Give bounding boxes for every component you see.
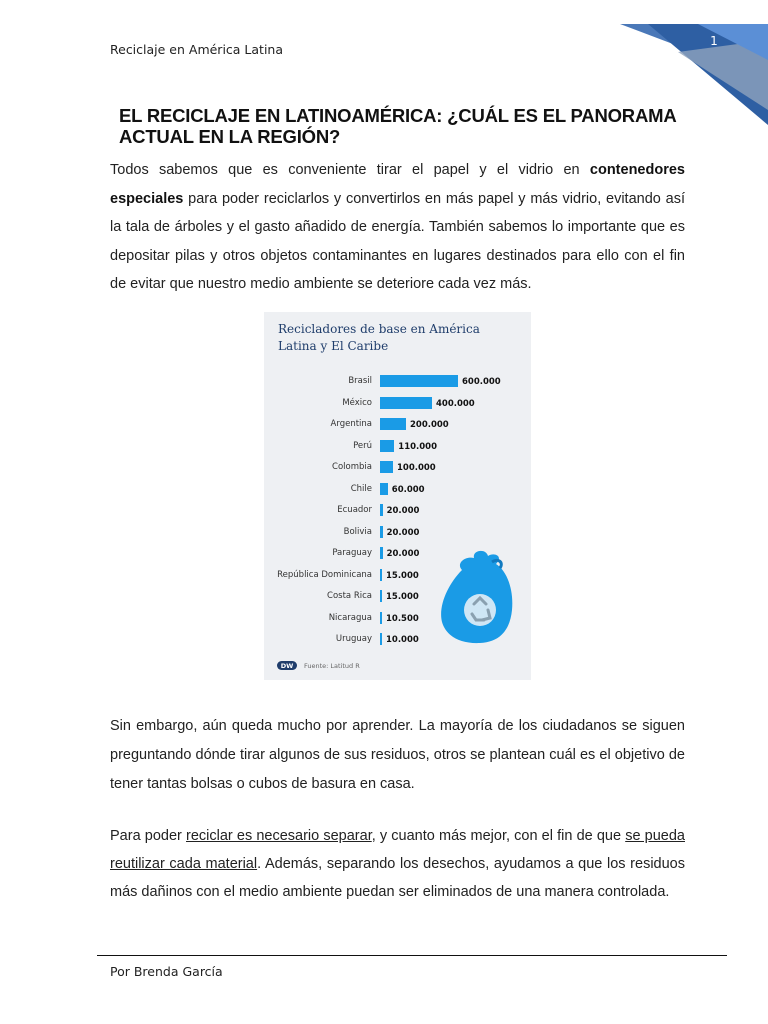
bar [380,590,382,602]
bold-phrase: contenedores especiales [110,162,685,207]
footer-divider [97,955,727,956]
bar [380,397,432,409]
paragraph-text: . Además, separando los desechos, ayudamos a que los residuos más dañinos con el medio ambiente puedan ser [110,856,685,900]
recycle-bag-icon [434,548,524,648]
paragraph-intro [110,156,685,299]
bar-value-label: 20.000 [386,527,420,538]
bar [380,483,388,495]
chart-title: Recicladores de base en América Latina y El Caribe [278,322,480,353]
bar [380,440,394,452]
bar [380,461,393,473]
bar [380,418,406,430]
footer-author: Por Brenda García [110,964,223,979]
bar [380,526,383,538]
bar [380,633,382,645]
chart-source: Fuente: Latitud R [304,662,360,670]
bar [380,375,458,387]
bar-label: Paraguay [332,548,372,558]
bar [380,612,382,624]
paragraph-text: para poder reciclarlos y convertirlos en más papel y más vidrio, evitando así la tala de árboles y el gasto añadido de energía. También sabemos lo importante que es depositar pilas y otros objetos contaminantes en lugares destinados para ello con el fin de evitar que nuestro medio ambiente se deteriore cada vez más. [110,190,685,292]
paragraph-text: Para poder [110,828,187,844]
bar-label: Colombia [332,462,372,472]
bar [380,547,383,559]
bar-label: Argentina [330,419,372,429]
bar [380,569,382,581]
paragraph-text: eliminados de una manera controlada. [422,884,670,900]
link-reutilizar-material[interactable]: se pueda reutilizar cada material [110,828,685,872]
bar-label: República Dominicana [277,569,372,580]
bar-value-label: 400.000 [436,398,475,409]
bar-value-label: 600.000 [462,377,501,387]
bar-label: Costa Rica [327,591,372,601]
paragraph-text: Sin embargo, aún queda mucho por aprender. La mayoría de los ciudadanos se siguen preguntando dónde tirar algunos de sus residuos, otros se plantean cuál es el objetivo de tener [110,718,685,792]
page-number: 1 [710,34,718,48]
header-title: Reciclaje en América Latina [110,42,284,57]
bar-label: México [342,397,372,408]
bar-label: Chile [350,483,372,494]
paragraph-second [110,712,685,799]
bar-value-label: 200.000 [410,420,449,430]
bar-value-label: 20.000 [386,549,420,559]
paragraph-text: , y cuanto más mejor, con el fin de que [371,828,626,844]
svg-text:DW: DW [280,662,294,670]
bar-label: Nicaragua [328,612,372,623]
bar-label: Ecuador [337,505,372,515]
bar-value-label: 15.000 [386,592,419,602]
dw-logo-icon [277,661,297,670]
paragraph-third [110,822,685,906]
recyclers-chart [264,312,531,680]
bar-value-label: 10.000 [386,635,419,645]
bar-value-label: 110.000 [398,441,438,452]
link-reciclar-separar[interactable]: reciclar es necesario separar [186,828,372,844]
bar [380,504,383,516]
page-title: EL RECICLAJE EN LATINOAMÉRICA: ¿CUÁL ES EL PANORAMA ACTUAL EN LA REGIÓN? [119,105,676,147]
paragraph-text: tantas bolsas o cubos de basura en casa. [147,776,415,792]
bar-value-label: 15.000 [386,570,419,581]
bar-label: Perú [353,440,372,451]
bar-value-label: 60.000 [391,484,425,495]
bar-label: Uruguay [335,634,372,644]
bar-label: Bolivia [343,526,372,537]
bar-value-label: 100.000 [397,463,436,473]
bar-value-label: 20.000 [386,506,420,516]
paragraph-text: Todos sabemos que es conveniente tirar el papel y el vidrio en [110,162,590,178]
bar-value-label: 10.500 [386,613,419,624]
bar-label: Brasil [348,376,372,386]
